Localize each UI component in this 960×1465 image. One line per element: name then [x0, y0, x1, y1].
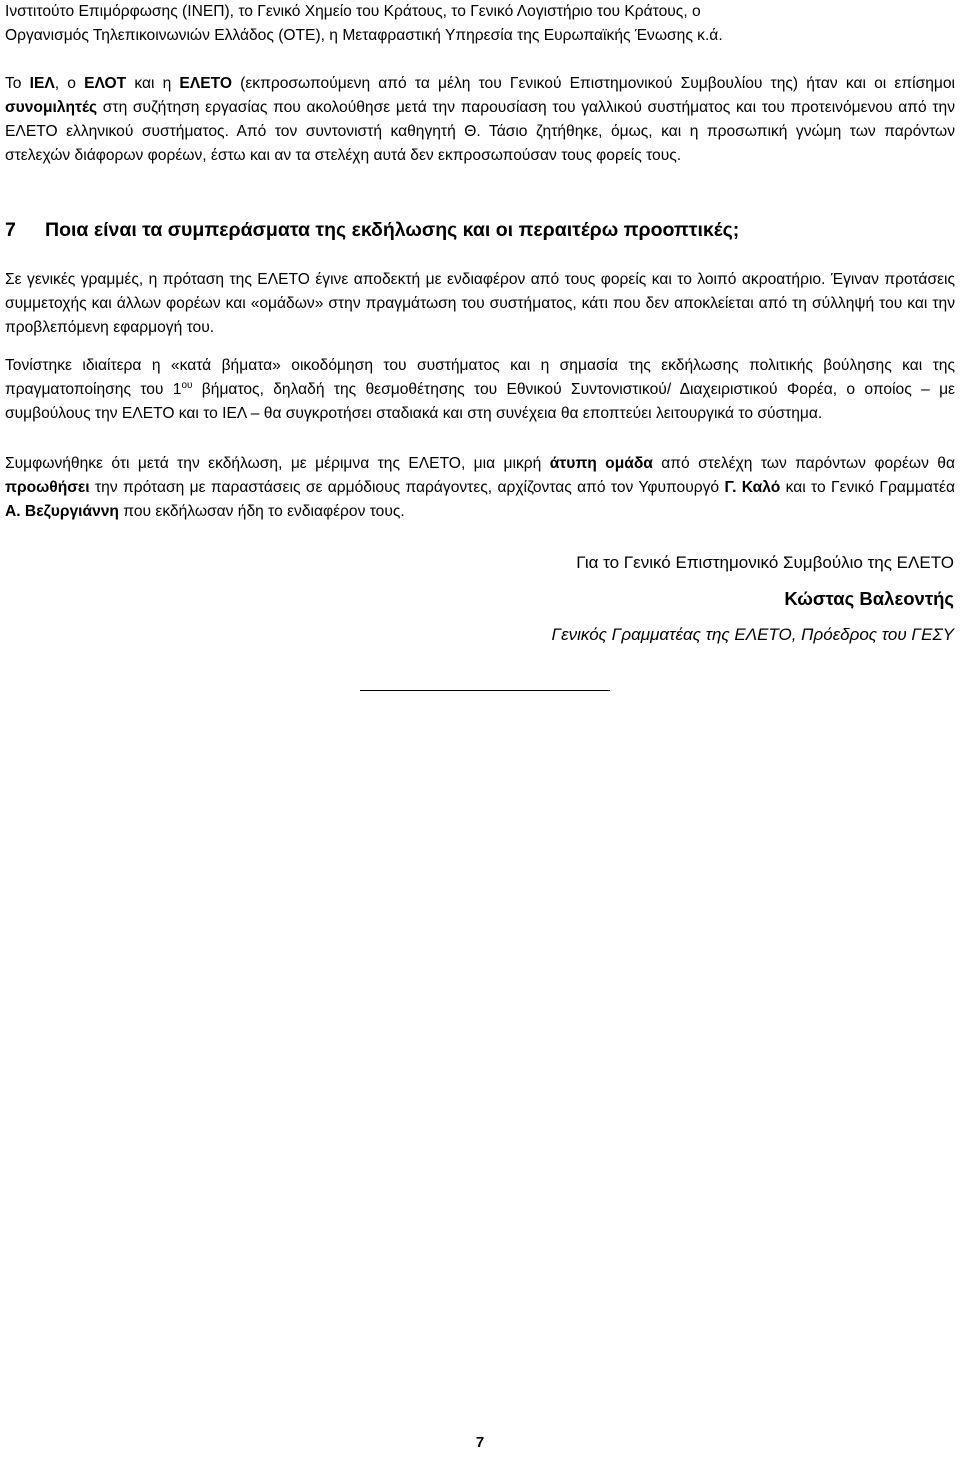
- page-number: 7: [475, 1434, 485, 1451]
- text: και το Γενικό Γραμματέα: [780, 478, 956, 496]
- text: που εκδήλωσαν ήδη το ενδιαφέρον τους.: [118, 502, 405, 520]
- informal-group-bold: άτυπη ομάδα: [549, 454, 653, 472]
- ielo-bold: ΙΕΛ: [29, 74, 55, 92]
- signatory-title: Γενικός Γραμματέας της ΕΛΕΤΟ, Πρόεδρος του ΓΕΣΥ: [551, 625, 954, 644]
- conclusions-paragraph: Σε γενικές γραμμές, η πρόταση της ΕΛΕΤΟ έγινε αποδεκτή με ενδιαφέρον από τους φορείς και το λοιπό ακροατήριο. Έγιναν προτάσεις συμμετοχής και άλλων φορέων και «ομάδων» στην πραγμάτωση του συστήματος, κάτι που δεν αποκλείεται από τη σύλληψή του και την προβλεπόμενη εφαρμογή του.: [5, 270, 955, 336]
- deputy-minister-bold: Γ. Καλό: [724, 478, 781, 496]
- steps-paragraph: [5, 354, 955, 426]
- ordinal-superscript: ου: [181, 379, 193, 391]
- elot-bold: ΕΛΟΤ: [84, 74, 127, 92]
- text: στη συζήτηση εργασίας που ακολούθησε μετά την παρουσίαση του γαλλικού συστήματος και του προτεινόμενου από την ΕΛΕΤΟ ελληνικού συστήματος. Από τον συντονιστή καθηγητή Θ. Τάσιο ζητήθηκε, όμως, και η προσωπική γνώμη των παρόντων στελεχών διάφορων φορέων, έστω και αν τα στελέχη αυτά δεν εκπροσωπούσαν τους φορείς τους.: [5, 98, 955, 164]
- text: Το: [5, 74, 30, 92]
- text: την πρόταση με παραστάσεις σε αρμόδιους παράγοντες, αρχίζοντας από τον Υφυπουργό: [89, 478, 725, 496]
- section-heading: [5, 216, 955, 244]
- section-title: Ποια είναι τα συμπεράσματα της εκδήλωσης και οι περαιτέρω προοπτικές;: [45, 219, 740, 241]
- text: (εκπροσωπούμενη από τα μέλη του Γενικού Επιστημονικού Συμβουλίου της) ήταν και οι επίσημοι: [232, 74, 955, 92]
- secretary-general-bold: Α. Βεζυργιάννη: [5, 502, 119, 520]
- signatory-name: Κώστας Βαλεοντής: [784, 588, 954, 609]
- promote-bold: προωθήσει: [5, 478, 90, 496]
- text: βήματος, δηλαδή της θεσμοθέτησης του Εθνικού Συντονιστικού/ Διαχειριστικού Φορέα, ο οποίος – με συμβούλους την ΕΛΕΤΟ και το ΙΕΛ – θα συγκροτήσει σταδιακά και στη συνέχεια θα εποπτεύει λειτουργικά το σύστημα.: [5, 380, 955, 422]
- intro-line-2: Οργανισμός Τηλεπικοινωνιών Ελλάδος (ΟΤΕ), η Μεταφραστική Υπηρεσία της Ευρωπαϊκής Ένωσης κ.ά.: [5, 27, 723, 44]
- text: , ο: [54, 74, 85, 92]
- text: και η: [126, 74, 180, 92]
- text: από στελέχη των παρόντων φορέων θα: [652, 454, 955, 472]
- eleto-bold: ΕΛΕΤΟ: [179, 74, 232, 92]
- section-number: 7: [5, 219, 16, 241]
- signature-organization: Για το Γενικό Επιστημονικό Συμβούλιο της ΕΛΕΤΟ: [576, 553, 954, 572]
- signature-divider-line: [360, 690, 610, 691]
- interlocutors-bold: συνομιλητές: [5, 98, 98, 116]
- agreement-paragraph: [5, 452, 955, 524]
- text: Συμφωνήθηκε ότι μετά την εκδήλωση, με μέριμνα της ΕΛΕΤΟ, μια μικρή: [5, 454, 550, 472]
- text: Τονίστηκε ιδιαίτερα η «κατά βήματα» οικοδόμηση του συστήματος και η σημασία της εκδήλωσης πολιτικής βούλησης και της πραγματοποίησης του 1: [5, 356, 955, 398]
- participants-paragraph: [5, 72, 955, 168]
- intro-paragraph-continuation: [5, 0, 955, 48]
- intro-line-1: Ινστιτούτο Επιμόρφωσης (ΙΝΕΠ), το Γενικό Χημείο του Κράτους, το Γενικό Λογιστήριο του Κράτους, ο: [5, 3, 701, 20]
